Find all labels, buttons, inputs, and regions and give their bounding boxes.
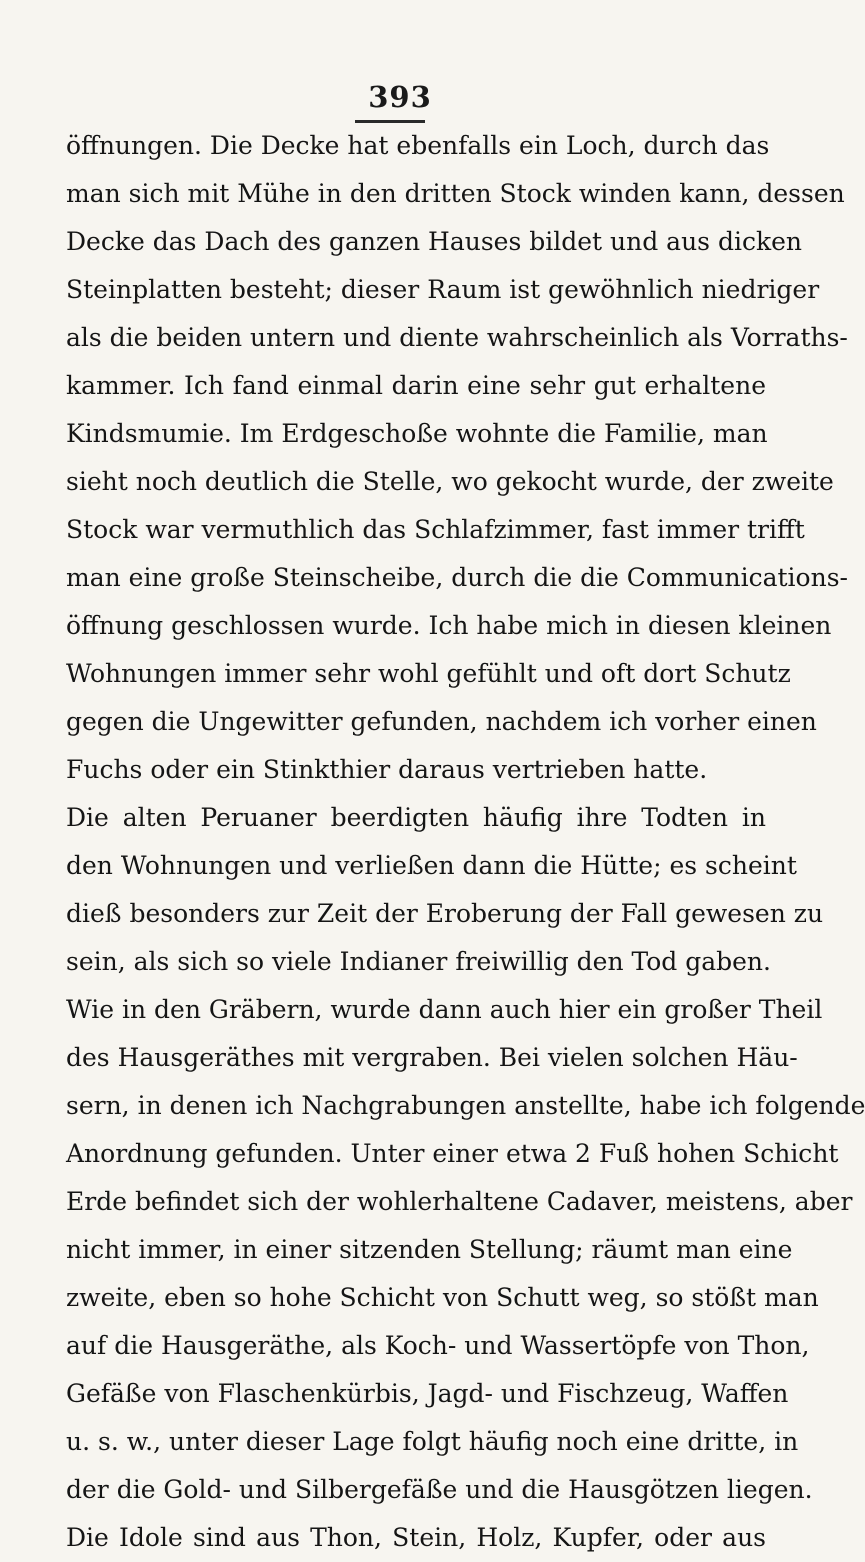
text-line-30: Die Idole sind aus Thon, Stein, Holz, Kupfer, oder aus: [66, 1523, 766, 1552]
text-line-26: auf die Hausgeräthe, als Koch- und Wassertöpfe von Thon,: [66, 1331, 810, 1360]
text-line-21: sern, in denen ich Nachgrabungen anstellte, habe ich folgende: [66, 1091, 865, 1120]
page-number: 393: [368, 80, 432, 114]
text-line-8: sieht noch deutlich die Stelle, wo gekocht wurde, der zweite: [66, 467, 834, 496]
text-line-19: Wie in den Gräbern, wurde dann auch hier ein großer Theil: [66, 995, 823, 1024]
text-line-6: kammer. Ich fand einmal darin eine sehr gut erhaltene: [66, 371, 766, 400]
text-line-15: Die alten Peruaner beerdigten häufig ihre Todten in: [66, 803, 766, 832]
body-text: [66, 122, 865, 1562]
text-line-17: dieß besonders zur Zeit der Eroberung der Fall gewesen zu: [66, 899, 824, 928]
text-line-16: den Wohnungen und verließen dann die Hütte; es scheint: [66, 851, 797, 880]
text-line-2: man sich mit Mühe in den dritten Stock winden kann, dessen: [66, 179, 845, 208]
text-line-27: Gefäße von Flaschenkürbis, Jagd- und Fischzeug, Waffen: [66, 1379, 789, 1408]
text-line-29: der die Gold- und Silbergefäße und die Hausgötzen liegen.: [66, 1475, 813, 1504]
text-line-5: als die beiden untern und diente wahrscheinlich als Vorraths-: [66, 323, 848, 352]
text-line-22: Anordnung gefunden. Unter einer etwa 2 Fuß hohen Schicht: [66, 1139, 839, 1168]
text-line-4: Steinplatten besteht; dieser Raum ist gewöhnlich niedriger: [66, 275, 820, 304]
text-line-3: Decke das Dach des ganzen Hauses bildet und aus dicken: [66, 227, 802, 256]
text-line-24: nicht immer, in einer sitzenden Stellung; räumt man eine: [66, 1235, 793, 1264]
text-line-11: öffnung geschlossen wurde. Ich habe mich in diesen kleinen: [66, 611, 832, 640]
text-line-9: Stock war vermuthlich das Schlafzimmer, fast immer trifft: [66, 515, 805, 544]
text-line-1: öffnungen. Die Decke hat ebenfalls ein Loch, durch das: [66, 131, 770, 160]
text-line-14: Fuchs oder ein Stinkthier daraus vertrieben hatte.: [66, 755, 708, 784]
text-line-12: Wohnungen immer sehr wohl gefühlt und oft dort Schutz: [66, 659, 791, 688]
text-line-13: gegen die Ungewitter gefunden, nachdem ich vorher einen: [66, 707, 817, 736]
text-line-28: u. s. w., unter dieser Lage folgt häufig noch eine dritte, in: [66, 1427, 799, 1456]
text-line-7: Kindsmumie. Im Erdgeschoße wohnte die Familie, man: [66, 419, 768, 448]
text-line-23: Erde befindet sich der wohlerhaltene Cadaver, meistens, aber: [66, 1187, 853, 1216]
text-line-18: sein, als sich so viele Indianer freiwillig den Tod gaben.: [66, 947, 771, 976]
text-line-20: des Hausgeräthes mit vergraben. Bei vielen solchen Häu-: [66, 1043, 798, 1072]
text-line-25: zweite, eben so hohe Schicht von Schutt weg, so stößt man: [66, 1283, 819, 1312]
text-line-10: man eine große Steinscheibe, durch die die Communications-: [66, 563, 848, 592]
